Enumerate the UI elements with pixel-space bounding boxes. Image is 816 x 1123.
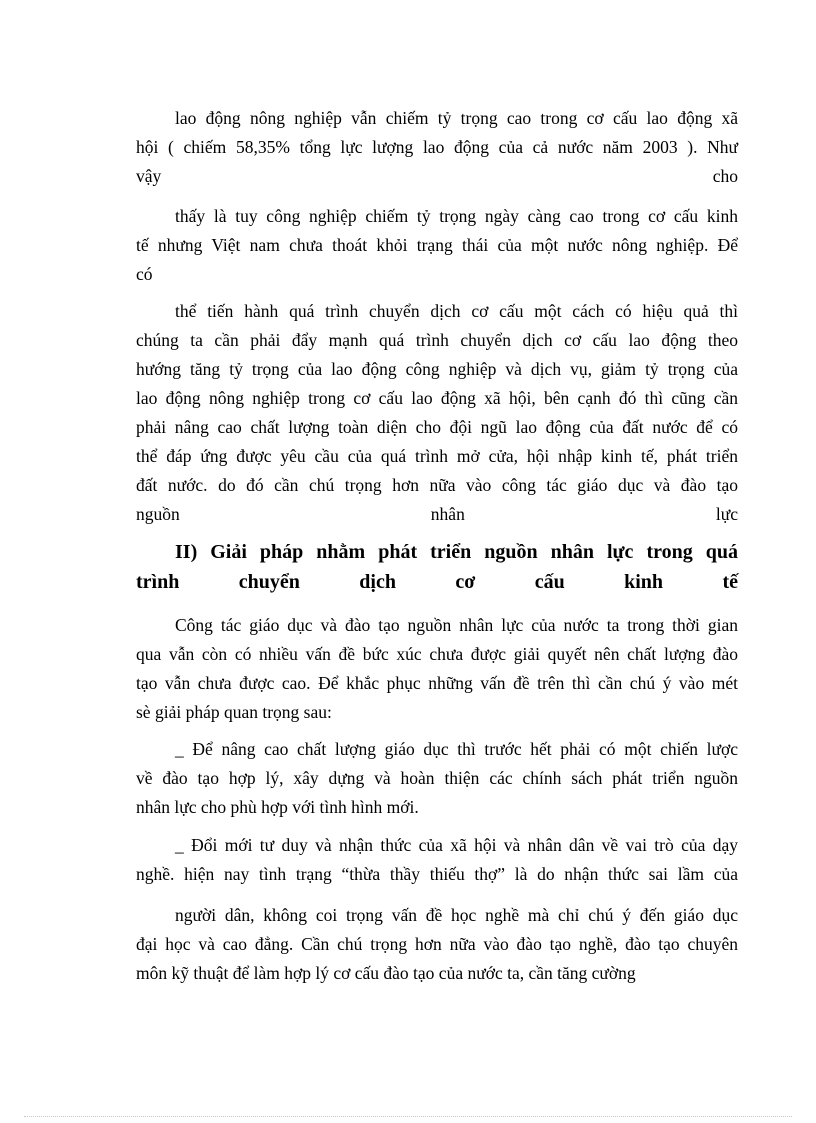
text-line: _ Đổi mới tư duy và nhận thức của xã hội và nhân dân về vai trò của dạy (175, 835, 738, 855)
paragraph (136, 611, 738, 727)
paragraph (136, 735, 738, 822)
paragraph (136, 831, 738, 889)
paragraph (136, 901, 738, 988)
paragraph (136, 104, 738, 191)
text-line: lao động nông nghiệp trong cơ cấu lao động xã hội, bên cạnh đó thì cũng cần (136, 388, 738, 408)
heading-line: II) Giải pháp nhằm phát triển nguồn nhân lực trong quá (175, 541, 738, 563)
text-line: vậy cho (136, 166, 738, 186)
paragraph (136, 297, 738, 529)
text-line: môn kỹ thuật để làm hợp lý cơ cấu đào tạo của nước ta, cần tăng cường (136, 963, 636, 983)
text-line: tế nhưng Việt nam chưa thoát khỏi trạng thái của một nước nông nghiệp. Để (136, 235, 738, 255)
text-line: thể tiến hành quá trình chuyển dịch cơ cấu một cách có hiệu quả thì (175, 301, 738, 321)
text-line: người dân, không coi trọng vấn đề học nghề mà chỉ chú ý đến giáo dục (175, 905, 738, 925)
text-line: qua vẫn còn có nhiều vấn đề bức xúc chưa được giải quyết nên chất lượng đào (136, 644, 738, 664)
page-bottom-divider (24, 1116, 792, 1117)
heading-line: trình chuyển dịch cơ cấu kinh tế (136, 571, 738, 593)
text-line: có (136, 264, 153, 284)
text-line: phải nâng cao chất lượng toàn diện cho đội ngũ lao động của đất nước để có (136, 417, 738, 437)
text-line: lao động nông nghiệp vẫn chiếm tỷ trọng cao trong cơ cấu lao động xã (175, 108, 738, 128)
paragraph (136, 202, 738, 289)
text-line: chúng ta cần phải đẩy mạnh quá trình chuyển dịch cơ cấu lao động theo (136, 330, 738, 350)
text-line: Công tác giáo dục và đào tạo nguồn nhân lực của nước ta trong thời gian (175, 615, 738, 635)
text-line: nhân lực cho phù hợp với tình hình mới. (136, 797, 419, 817)
text-line: nguồn nhân lực (136, 504, 738, 524)
text-line: hướng tăng tỷ trọng của lao động công nghiệp và dịch vụ, giảm tỷ trọng của (136, 359, 738, 379)
text-line: tạo vẫn chưa được cao. Để khắc phục những vấn đề trên thì cần chú ý vào mét (136, 673, 738, 693)
text-line: thể đáp ứng được yêu cầu của quá trình mở cửa, hội nhập kinh tế, phát triển (136, 446, 738, 466)
text-line: về đào tạo hợp lý, xây dựng và hoàn thiện các chính sách phát triển nguồn (136, 768, 738, 788)
text-line: đất nước. do đó cần chú trọng hơn nữa vào công tác giáo dục và đào tạo (136, 475, 738, 495)
text-line: sè giải pháp quan trọng sau: (136, 702, 332, 722)
text-line: đại học và cao đẳng. Cần chú trọng hơn nữa vào đào tạo nghề, đào tạo chuyên (136, 934, 738, 954)
text-line: _ Để nâng cao chất lượng giáo dục thì trước hết phải có một chiến lược (175, 739, 738, 759)
text-line: thấy là tuy công nghiệp chiếm tỷ trọng ngày càng cao trong cơ cấu kinh (175, 206, 738, 226)
text-line: nghề. hiện nay tình trạng “thừa thầy thiếu thợ” là do nhận thức sai lầm của (136, 864, 738, 884)
text-line: hội ( chiếm 58,35% tổng lực lượng lao động của cả nước năm 2003 ). Như (136, 137, 738, 157)
section-heading (136, 537, 738, 597)
